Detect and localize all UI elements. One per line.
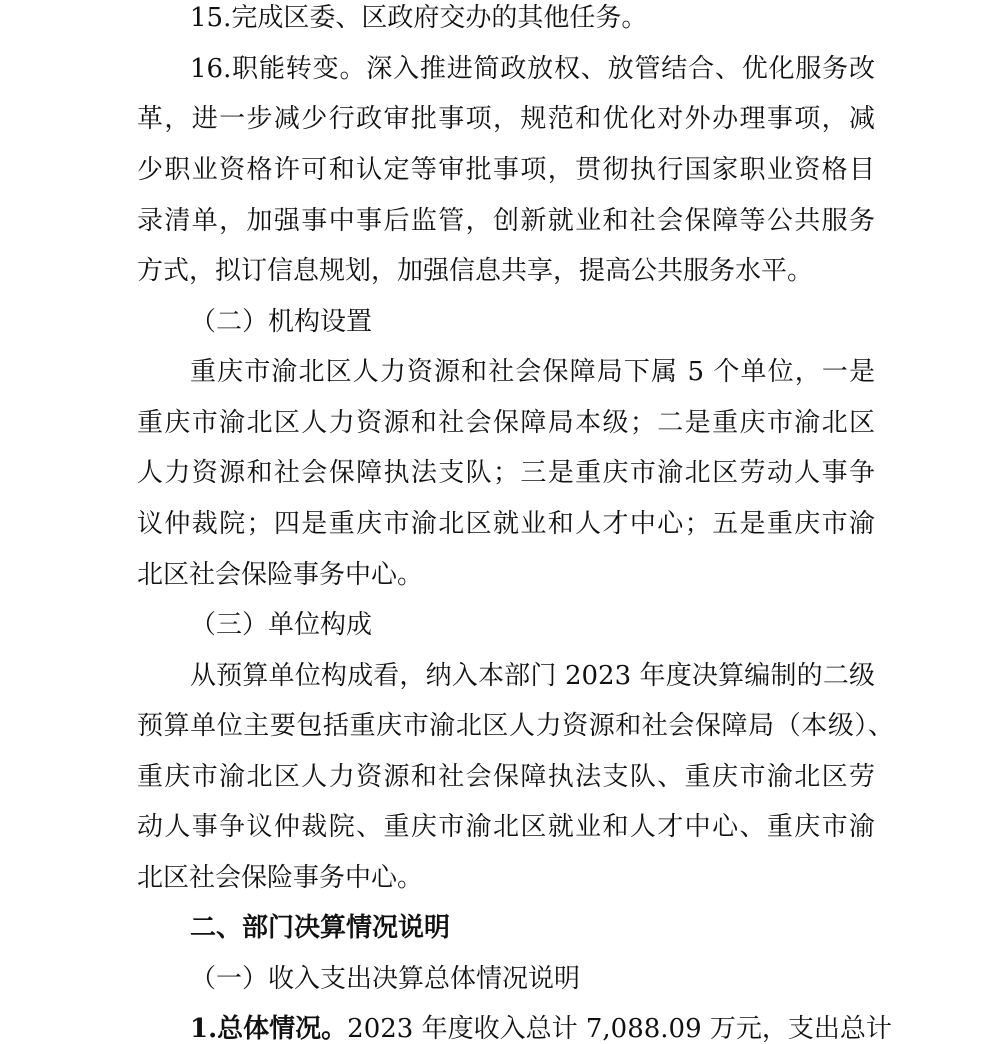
unit-composition-line-2: 预算单位主要包括重庆市渝北区人力资源和社会保障局（本级）、 [137,711,894,741]
organization-paragraph-line-5: 北区社会保险事务中心。 [137,560,424,590]
unit-composition-line-4: 动人事争议仲裁院、重庆市渝北区就业和人才中心、重庆市渝 [137,812,875,842]
organization-paragraph-line-1: 重庆市渝北区人力资源和社会保障局下属 5 个单位，一是 [190,357,875,387]
overall-situation-label: 1.总体情况。 [190,1014,348,1044]
overall-situation-text: 2023 年度收入总计 7,088.09 万元，支出总计 [347,1014,892,1044]
paragraph-item-16-line-5: 方式，拟订信息规划，加强信息共享，提高公共服务水平。 [137,256,814,286]
unit-composition-line-3: 重庆市渝北区人力资源和社会保障执法支队、重庆市渝北区劳 [137,762,875,792]
paragraph-item-16-line-3: 少职业资格许可和认定等审批事项，贯彻执行国家职业资格目 [137,155,875,185]
paragraph-item-16-line-1: 16.职能转变。深入推进简政放权、放管结合、优化服务改 [190,54,875,84]
paragraph-item-16-line-4: 录清单，加强事中事后监管，创新就业和社会保障等公共服务 [137,206,875,236]
overall-situation-line [190,1013,892,1044]
subsection-heading-income-expenditure: （一）收入支出决算总体情况说明 [190,964,581,994]
organization-paragraph-line-4: 议仲裁院；四是重庆市渝北区就业和人才中心；五是重庆市渝 [137,509,875,539]
paragraph-item-15: 15.完成区委、区政府交办的其他任务。 [190,3,648,33]
organization-paragraph-line-2: 重庆市渝北区人力资源和社会保障局本级；二是重庆市渝北区 [137,408,875,438]
section-heading-final-accounts: 二、部门决算情况说明 [190,913,451,943]
unit-composition-line-1: 从预算单位构成看，纳入本部门 2023 年度决算编制的二级 [190,661,875,691]
unit-composition-line-5: 北区社会保险事务中心。 [137,863,424,893]
section-heading-organization: （二）机构设置 [190,307,373,337]
section-heading-unit-composition: （三）单位构成 [190,610,373,640]
organization-paragraph-line-3: 人力资源和社会保障执法支队；三是重庆市渝北区劳动人事争 [137,458,875,488]
paragraph-item-16-line-2: 革，进一步减少行政审批事项，规范和优化对外办理事项，减 [137,104,875,134]
